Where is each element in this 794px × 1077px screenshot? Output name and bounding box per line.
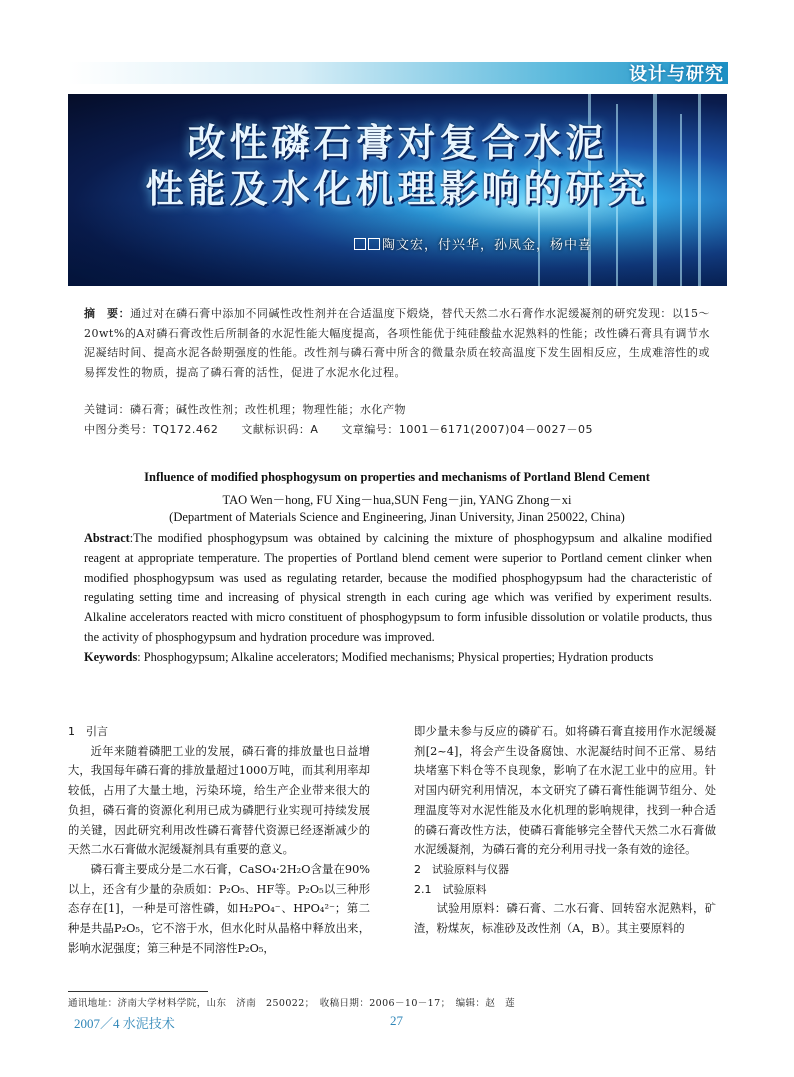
paragraph: 近年来随着磷肥工业的发展，磷石膏的排放量也日益增大，我国每年磷石膏的排放量超过1000万吨，而其利用率却较低，占用了大量土地，污染环境，给生产企业带来很大的负担，磷石膏的资源化利用已成为磷肥行业实现可持续发展的关键，因此研究利用改性磷石膏替代资源已经逐渐减少的天然二水石膏做水泥缓凝剂具有重要的意义。 bbox=[68, 744, 370, 857]
keywords-label: 关键词： bbox=[84, 403, 130, 416]
author-names: 陶文宏，付兴华，孙凤金，杨中喜 bbox=[382, 238, 593, 253]
paragraph: 试验用原料：磷石膏、二水石膏、回转窑水泥熟料，矿渣，粉煤灰，标准砂及改性剂（A，B）。其主要原料的 bbox=[414, 902, 716, 936]
paragraph: 即少量未参与反应的磷矿石。如将磷石膏直接用作水泥缓凝剂[2~4]，将会产生设备腐蚀、水泥凝结时间不正常、易结块堵塞下料仓等不良现象，影响了在水泥工业中的应用。针对国内研究利用情况，本文研究了磷石膏性能调节组分、处理温度等对水泥性能及水化机理的影响规律，找到一种合适的磷石膏改性方法，使磷石膏能够完全替代天然二水石膏做水泥缓凝剂，为磷石膏的充分利用寻找一条有效的途径。 bbox=[414, 725, 716, 857]
abstract-text: 通过对在磷石膏中添加不同碱性改性剂并在合适温度下煅烧，替代天然二水石膏作水泥缓凝剂的研究发现：以15～20wt%的A对磷石膏改性后所制备的水泥性能大幅度提高，各项性能优于纯硅酸盐水泥熟料的性能；改性磷石膏具有调节水泥凝结时间、提高水泥各龄期强度的性能。改性剂与磷石膏中所含的微量杂质在较高温度下发生固相反应，生成难溶性的或易挥发性的物质，提高了磷石膏的活性，促进了水泥水化过程。 bbox=[84, 307, 711, 379]
body-column-left bbox=[68, 722, 370, 958]
footnote-rule bbox=[68, 991, 208, 992]
page-number: 27 bbox=[390, 1013, 403, 1028]
article-title-line-2: 性能及水化机理影响的研究 bbox=[145, 167, 650, 211]
english-keywords-label: Keywords bbox=[84, 649, 138, 664]
english-abstract bbox=[84, 529, 712, 668]
english-authors: TAO Wen－hong, FU Xing－hua,SUN Feng－jin, YANG Zhong－xi bbox=[222, 493, 572, 507]
journal-footer: 2007／4 水泥技术 bbox=[74, 1016, 175, 1031]
section-2-1-heading: 2.1 试验原料 bbox=[414, 882, 487, 896]
keywords-text: 磷石膏；碱性改性剂；改性机理；物理性能；水化产物 bbox=[130, 403, 406, 416]
title-banner bbox=[68, 94, 727, 286]
keywords-cn bbox=[84, 401, 406, 417]
banner-authors bbox=[354, 234, 592, 253]
abstract-label: 摘 要： bbox=[84, 307, 131, 320]
square-icon bbox=[354, 238, 366, 250]
english-title: Influence of modified phosphogysum on properties and mechanisms of Portland Blend Cement bbox=[144, 470, 650, 484]
footnote: 通讯地址：济南大学材料学院，山东 济南 250022； 收稿日期：2006－10－17； 编辑：赵 莲 bbox=[68, 998, 516, 1009]
section-2-heading: 2 试验原料与仪器 bbox=[414, 862, 509, 876]
english-keywords-text: : Phosphogypsum; Alkaline accelerators; Modified mechanisms; Physical properties; Hydration products bbox=[137, 649, 654, 664]
article-title-line-1: 改性磷石膏对复合水泥 bbox=[187, 121, 608, 165]
english-abstract-label: Abstract bbox=[84, 531, 130, 545]
section-tag: 设计与研究 bbox=[629, 64, 724, 85]
section-1-heading: 1 引言 bbox=[68, 725, 108, 738]
english-affiliation: (Department of Materials Science and Engineering, Jinan University, Jinan 250022, China) bbox=[169, 510, 625, 524]
english-abstract-text: :The modified phosphogypsum was obtained by calcining the mixture of phosphogypsum and alkaline modified reagent at appropriate temperature. The properties of Portland blend cement were superior to Portland cement clinker when modified phosphogypsum was used as regulating retarder, because the modified phosphogypsum had the characteristic of regulating setting time and increasing of physical strength in each curing age which was verified by experiment results. Alkaline accelerators reacted with micro constituent of phosphogypsum to form infusible dissolution or volatile products, thus the activity of phosphogypsum and hydration procedure was improved. bbox=[84, 531, 712, 644]
body-column-right bbox=[414, 722, 716, 939]
square-icon bbox=[368, 238, 380, 250]
paragraph: 磷石膏主要成分是二水石膏，CaSO₄·2H₂O含量在90%以上，还含有少量的杂质如：P₂O₅、HF等。P₂O₅以三种形态存在[1]，一种是可溶性磷，如H₂PO₄⁻、HPO₄²⁻；第二种是共晶P₂O₅，它不溶于水，但水化时从晶格中释放出来，影响水泥强度；第三种是不同溶性P₂O₅， bbox=[68, 862, 370, 955]
chinese-abstract bbox=[84, 304, 710, 382]
classification-line: 中图分类号：TQ172.462 文献标识码：A 文章编号：1001－6171(2007)04－0027－05 bbox=[84, 423, 593, 436]
